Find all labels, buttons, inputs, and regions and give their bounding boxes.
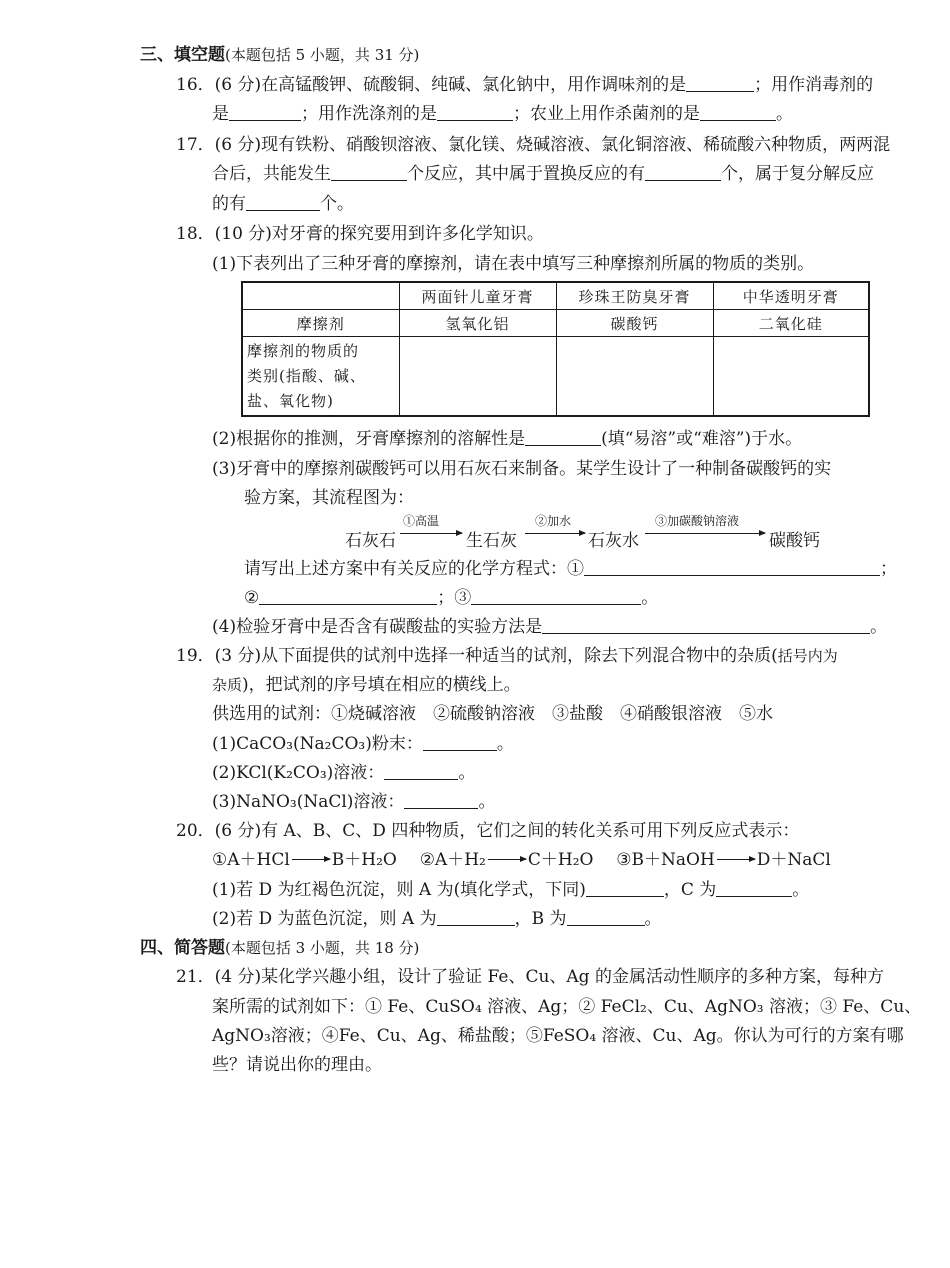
q18-part3-line1: (3)牙膏中的摩擦剂碳酸钙可以用石灰石来制备。某学生设计了一种制备碳酸钙的实 xyxy=(212,459,832,479)
q19-line1 xyxy=(176,642,838,670)
answer-blank[interactable] xyxy=(404,791,478,809)
table-header-cell: 两面针儿童牙膏 xyxy=(399,282,556,310)
q20-text: 。 xyxy=(644,909,662,929)
section-3-title: 三、填空题 xyxy=(140,45,225,65)
answer-blank[interactable] xyxy=(586,879,664,897)
answer-blank[interactable] xyxy=(471,587,641,605)
q16-line2 xyxy=(212,100,793,128)
right-arrow-icon xyxy=(400,533,462,534)
right-arrow-icon xyxy=(292,859,330,860)
q19-text: (1)CaCO₃(Na₂CO₃)粉末： xyxy=(212,734,423,754)
flow-node-limestone: 石灰石 xyxy=(345,531,396,551)
answer-blank[interactable] xyxy=(542,616,870,634)
table-row xyxy=(242,337,869,417)
q18-text: ； xyxy=(880,559,897,579)
q20-reactions xyxy=(212,846,831,874)
flow-node-calcium-carbonate: 碳酸钙 xyxy=(769,531,820,551)
reaction-text: B＋H₂O xyxy=(331,850,397,870)
q20-text: ，C 为 xyxy=(663,880,717,900)
q19-item1 xyxy=(212,730,514,758)
q19-text: 。 xyxy=(478,792,496,812)
table-row xyxy=(242,310,869,337)
q19-text: (3)NaNO₃(NaCl)溶液： xyxy=(212,792,405,812)
answer-blank[interactable] xyxy=(686,74,754,92)
q21-line2: 案所需的试剂如下：① Fe、CuSO₄ 溶液、Ag；② FeCl₂、Cu、AgNO₃ 溶液；③ Fe、Cu、 xyxy=(212,997,922,1017)
answer-blank[interactable] xyxy=(246,193,320,211)
answer-blank[interactable] xyxy=(437,103,513,121)
table-cell xyxy=(242,282,399,310)
q21-line3: AgNO₃溶液；④Fe、Cu、Ag、稀盐酸；⑤FeSO₄ 溶液、Cu、Ag。你认为可行的方案有哪 xyxy=(212,1026,904,1046)
section-3-heading xyxy=(140,41,419,69)
reaction-text: D＋NaCl xyxy=(756,850,831,870)
q19-line2 xyxy=(212,671,521,699)
q19-text: 杂质 xyxy=(212,676,243,694)
answer-blank[interactable] xyxy=(567,908,645,926)
q18-text: ；③ xyxy=(437,588,472,608)
q19-text: )，把试剂的序号填在相应的横线上。 xyxy=(242,675,521,695)
section-4-heading xyxy=(140,934,419,962)
q18-part4 xyxy=(212,613,887,641)
q18-line1: 18．(10 分)对牙膏的探究要用到许多化学知识。 xyxy=(176,224,544,244)
q20-text: (1)若 D 为红褐色沉淀，则 A 为(填化学式，下同) xyxy=(212,880,586,900)
q17-line1: 17．(6 分)现有铁粉、硝酸钡溶液、氯化镁、烧碱溶液、氯化铜溶液、稀硫酸六种物质，两两混 xyxy=(176,135,891,155)
answer-blank[interactable] xyxy=(384,762,458,780)
q18-text: ② xyxy=(244,588,260,608)
answer-blank[interactable] xyxy=(331,163,407,181)
q17-text: 个，属于复分解反应 xyxy=(721,164,874,184)
flow-arrow-label: ②加水 xyxy=(535,514,572,528)
q17-line3 xyxy=(212,190,354,218)
reaction-text: ②A＋H₂ xyxy=(419,850,486,870)
abrasive-table xyxy=(241,281,870,417)
q17-text: 合后，共能发生 xyxy=(212,164,331,184)
table-row-label xyxy=(242,337,399,417)
q16-text: ；用作洗涤剂的是 xyxy=(301,104,437,124)
q21-line1: 21．(4 分)某化学兴趣小组，设计了验证 Fe、Cu、Ag 的金属活动性顺序的多种方案，每种方 xyxy=(176,967,884,987)
q18-text: 。 xyxy=(870,617,888,637)
q20-text: ，B 为 xyxy=(514,909,567,929)
q20-text: 。 xyxy=(792,880,810,900)
table-row-label: 摩擦剂 xyxy=(242,310,399,337)
q17-text: 的有 xyxy=(212,194,246,214)
reaction-text: ①A＋HCl xyxy=(212,850,290,870)
answer-blank[interactable] xyxy=(645,163,721,181)
q21-line4: 些？请说出你的理由。 xyxy=(212,1055,382,1075)
q19-text: 19．(3 分)从下面提供的试剂中选择一种适当的试剂，除去下列混合物中的杂质( xyxy=(176,646,778,666)
q19-text: (2)KCl(K₂CO₃)溶液： xyxy=(212,763,385,783)
answer-blank[interactable] xyxy=(437,908,515,926)
q18-part2 xyxy=(212,425,802,453)
q17-text: 个。 xyxy=(320,194,354,214)
q18-part3-line2: 验方案，其流程图为： xyxy=(244,488,414,508)
right-arrow-icon xyxy=(645,533,765,534)
right-arrow-icon xyxy=(717,859,755,860)
q17-text: 个反应，其中属于置换反应的有 xyxy=(407,164,645,184)
q20-line1: 20．(6 分)有 A、B、C、D 四种物质，它们之间的转化关系可用下列反应式表示： xyxy=(176,821,800,841)
reaction-text: ③B＋NaOH xyxy=(616,850,715,870)
table-header-row xyxy=(242,282,869,310)
q16-text: 。 xyxy=(776,104,793,124)
table-answer-cell[interactable] xyxy=(399,337,556,417)
reaction-text: C＋H₂O xyxy=(527,850,594,870)
q18-text: (4)检验牙膏中是否含有碳酸盐的实验方法是 xyxy=(212,617,543,637)
flow-node-quicklime: 生石灰 xyxy=(466,531,517,551)
q16-text: ；农业上用作杀菌剂的是 xyxy=(513,104,700,124)
q16-text: ；用作消毒剂的 xyxy=(754,75,874,95)
label-line: 盐、氧化物) xyxy=(247,391,334,410)
q19-item2 xyxy=(212,759,475,787)
q19-item3 xyxy=(212,788,495,816)
section-4-title: 四、简答题 xyxy=(140,938,225,958)
table-header-cell: 中华透明牙膏 xyxy=(713,282,869,310)
right-arrow-icon xyxy=(525,533,585,534)
table-cell: 氢氧化铝 xyxy=(399,310,556,337)
q18-part1: (1)下表列出了三种牙膏的摩擦剂，请在表中填写三种摩擦剂所属的物质的类别。 xyxy=(212,254,815,274)
q19-text: 。 xyxy=(496,734,514,754)
q19-reagents: 供选用的试剂：①烧碱溶液 ②硫酸钠溶液 ③盐酸 ④硝酸银溶液 ⑤水 xyxy=(212,704,773,724)
table-answer-cell[interactable] xyxy=(713,337,869,417)
table-cell: 二氧化硅 xyxy=(713,310,869,337)
q18-part3-line4 xyxy=(244,584,658,612)
q18-text: (2)根据你的推测，牙膏摩擦剂的溶解性是 xyxy=(212,429,526,449)
answer-blank[interactable] xyxy=(259,587,437,605)
section-3-note: (本题包括 5 小题，共 31 分) xyxy=(225,46,420,64)
q19-text: 。 xyxy=(458,763,476,783)
section-4-note: (本题包括 3 小题，共 18 分) xyxy=(225,939,420,957)
q18-text: 。 xyxy=(641,588,659,608)
q17-line2 xyxy=(212,160,874,188)
answer-blank[interactable] xyxy=(716,879,792,897)
q20-part1 xyxy=(212,876,809,904)
q20-part2 xyxy=(212,905,662,933)
answer-blank[interactable] xyxy=(229,103,301,121)
q18-text: 请写出上述方案中有关反应的化学方程式：① xyxy=(244,559,584,579)
flow-arrow-label: ①高温 xyxy=(403,514,440,528)
answer-blank[interactable] xyxy=(525,428,601,446)
flow-node-limewater: 石灰水 xyxy=(588,531,639,551)
answer-blank[interactable] xyxy=(423,733,497,751)
right-arrow-icon xyxy=(488,859,526,860)
q18-text: (填“易溶”或“难溶”)于水。 xyxy=(601,429,803,449)
table-answer-cell[interactable] xyxy=(556,337,713,417)
answer-blank[interactable] xyxy=(584,558,880,576)
q16-text: 是 xyxy=(212,104,229,124)
table-cell: 碳酸钙 xyxy=(556,310,713,337)
q16-text: 16．(6 分)在高锰酸钾、硫酸铜、纯碱、氯化钠中，用作调味剂的是 xyxy=(176,75,687,95)
q18-part3-line3 xyxy=(244,555,897,583)
q20-text: (2)若 D 为蓝色沉淀，则 A 为 xyxy=(212,909,437,929)
answer-blank[interactable] xyxy=(700,103,776,121)
table-header-cell: 珍珠王防臭牙膏 xyxy=(556,282,713,310)
q19-text: 括号内为 xyxy=(777,647,838,665)
label-line: 摩擦剂的物质的 xyxy=(247,341,360,360)
flow-arrow-label: ③加碳酸钠溶液 xyxy=(655,514,740,528)
label-line: 类别(指酸、碱、 xyxy=(247,366,366,385)
q16-line1 xyxy=(176,71,873,99)
